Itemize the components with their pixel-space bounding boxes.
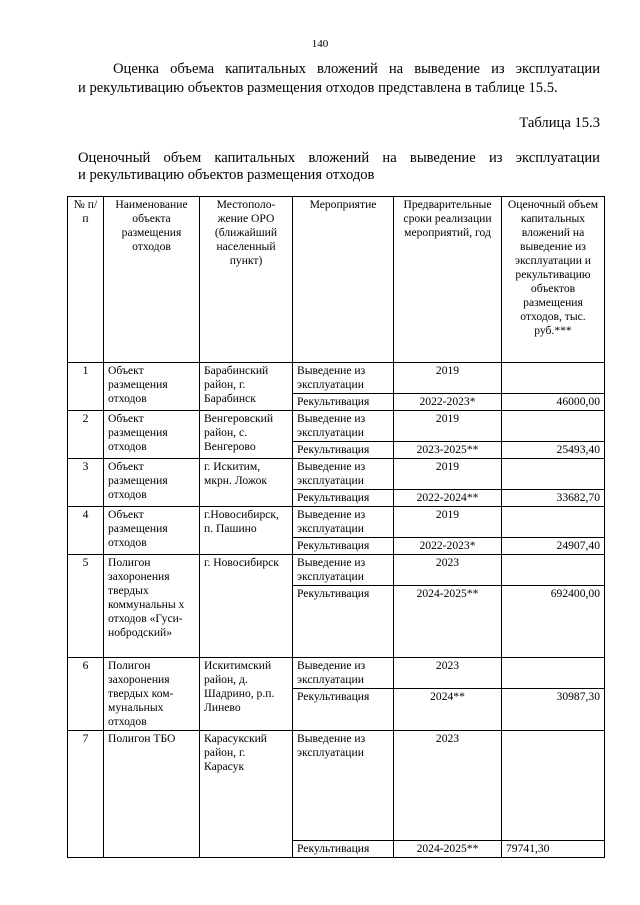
row-dates-reclamation: 2024-2025** <box>394 841 502 858</box>
row-location: Венгеровский район, с. Венгерово <box>200 411 293 459</box>
header-cost: Оценочный объем капитальных вложений на выведение из эксплуатации и рекультивацию объектов размещения отходов, тыс. руб.*** <box>502 197 605 363</box>
row-num: 2 <box>68 411 104 459</box>
row-object-name: Полигон ТБО <box>104 731 200 858</box>
row-object-name: Объект размещения отходов <box>104 459 200 507</box>
row-location: г.Новосибирск, п. Пашино <box>200 507 293 555</box>
table-header-row <box>68 197 605 363</box>
row-dates-reclamation: 2024-2025** <box>394 586 502 658</box>
row-dates-decommission: 2019 <box>394 459 502 490</box>
row-measure-reclamation: Рекультивация <box>293 394 394 411</box>
row-location: Искитимский район, д. Шадрино, р.п. Линево <box>200 658 293 731</box>
table-row <box>68 459 605 490</box>
row-location: Барабинский район, г. Барабинск <box>200 363 293 411</box>
table-row <box>68 555 605 586</box>
table-title <box>78 150 600 184</box>
row-cost-decommission <box>502 507 605 538</box>
row-num: 7 <box>68 731 104 858</box>
row-dates-decommission: 2019 <box>394 363 502 394</box>
table-title-line-1: Оценочный объем капитальных вложений на выведение из эксплуатации <box>78 150 600 166</box>
row-cost-decommission <box>502 731 605 841</box>
row-cost-reclamation: 79741,30 <box>502 841 605 858</box>
row-cost-decommission <box>502 555 605 586</box>
row-num: 3 <box>68 459 104 507</box>
row-cost-reclamation: 30987,30 <box>502 689 605 731</box>
row-object-name: Объект размещения отходов <box>104 363 200 411</box>
page-number: 140 <box>311 38 329 50</box>
intro-line-1: Оценка объема капитальных вложений на выведение из эксплуатации <box>113 61 600 77</box>
row-cost-decommission <box>502 363 605 394</box>
row-measure-reclamation: Рекультивация <box>293 841 394 858</box>
row-dates-reclamation: 2022-2023* <box>394 538 502 555</box>
row-cost-decommission <box>502 658 605 689</box>
row-object-name: Полигон захоронения твердых коммунальны х отходов «Гуси-нобродский» <box>104 555 200 658</box>
row-measure-decommission: Выведение из эксплуатации <box>293 658 394 689</box>
row-measure-decommission: Выведение из эксплуатации <box>293 507 394 538</box>
row-measure-decommission: Выведение из эксплуатации <box>293 363 394 394</box>
row-cost-reclamation: 46000,00 <box>502 394 605 411</box>
row-location: Карасукский район, г. Карасук <box>200 731 293 858</box>
header-num: № п/п <box>68 197 104 363</box>
row-dates-decommission: 2019 <box>394 411 502 442</box>
row-dates-decommission: 2023 <box>394 555 502 586</box>
row-measure-reclamation: Рекультивация <box>293 442 394 459</box>
intro-paragraph <box>78 60 600 98</box>
row-measure-decommission: Выведение из эксплуатации <box>293 411 394 442</box>
row-dates-reclamation: 2022-2023* <box>394 394 502 411</box>
row-location: г. Новосибирск <box>200 555 293 658</box>
row-cost-reclamation: 692400,00 <box>502 586 605 658</box>
row-object-name: Объект размещения отходов <box>104 507 200 555</box>
row-num: 5 <box>68 555 104 658</box>
row-measure-reclamation: Рекультивация <box>293 586 394 658</box>
table-row <box>68 658 605 689</box>
row-cost-reclamation: 24907,40 <box>502 538 605 555</box>
intro-line-2: и рекультивацию объектов размещения отходов представлена в таблице 15.5. <box>78 80 558 96</box>
table-row <box>68 363 605 394</box>
row-dates-decommission: 2019 <box>394 507 502 538</box>
row-num: 6 <box>68 658 104 731</box>
table-row <box>68 411 605 442</box>
row-location: г. Искитим, мкрн. Ложок <box>200 459 293 507</box>
header-location: Местополо-жение ОРО (ближайший населенный пункт) <box>200 197 293 363</box>
row-dates-decommission: 2023 <box>394 731 502 841</box>
row-dates-reclamation: 2023-2025** <box>394 442 502 459</box>
row-object-name: Полигон захоронения твердых ком-мунальных отходов <box>104 658 200 731</box>
row-dates-reclamation: 2024** <box>394 689 502 731</box>
table-label: Таблица 15.3 <box>519 115 600 131</box>
row-measure-decommission: Выведение из эксплуатации <box>293 459 394 490</box>
row-dates-decommission: 2023 <box>394 658 502 689</box>
row-measure-reclamation: Рекультивация <box>293 689 394 731</box>
row-measure-decommission: Выведение из эксплуатации <box>293 555 394 586</box>
row-cost-decommission <box>502 411 605 442</box>
row-measure-reclamation: Рекультивация <box>293 490 394 507</box>
row-cost-decommission <box>502 459 605 490</box>
header-name: Наименование объекта размещения отходов <box>104 197 200 363</box>
row-cost-reclamation: 33682,70 <box>502 490 605 507</box>
header-dates: Предварительные сроки реализации мероприятий, год <box>394 197 502 363</box>
row-dates-reclamation: 2022-2024** <box>394 490 502 507</box>
row-measure-reclamation: Рекультивация <box>293 538 394 555</box>
table-title-line-2: и рекультивацию объектов размещения отходов <box>78 167 375 183</box>
table-row <box>68 507 605 538</box>
row-num: 4 <box>68 507 104 555</box>
row-object-name: Объект размещения отходов <box>104 411 200 459</box>
row-measure-decommission: Выведение из эксплуатации <box>293 731 394 841</box>
row-num: 1 <box>68 363 104 411</box>
row-cost-reclamation: 25493,40 <box>502 442 605 459</box>
table-row <box>68 731 605 841</box>
header-measure: Мероприятие <box>293 197 394 363</box>
capital-investment-table <box>67 196 605 858</box>
